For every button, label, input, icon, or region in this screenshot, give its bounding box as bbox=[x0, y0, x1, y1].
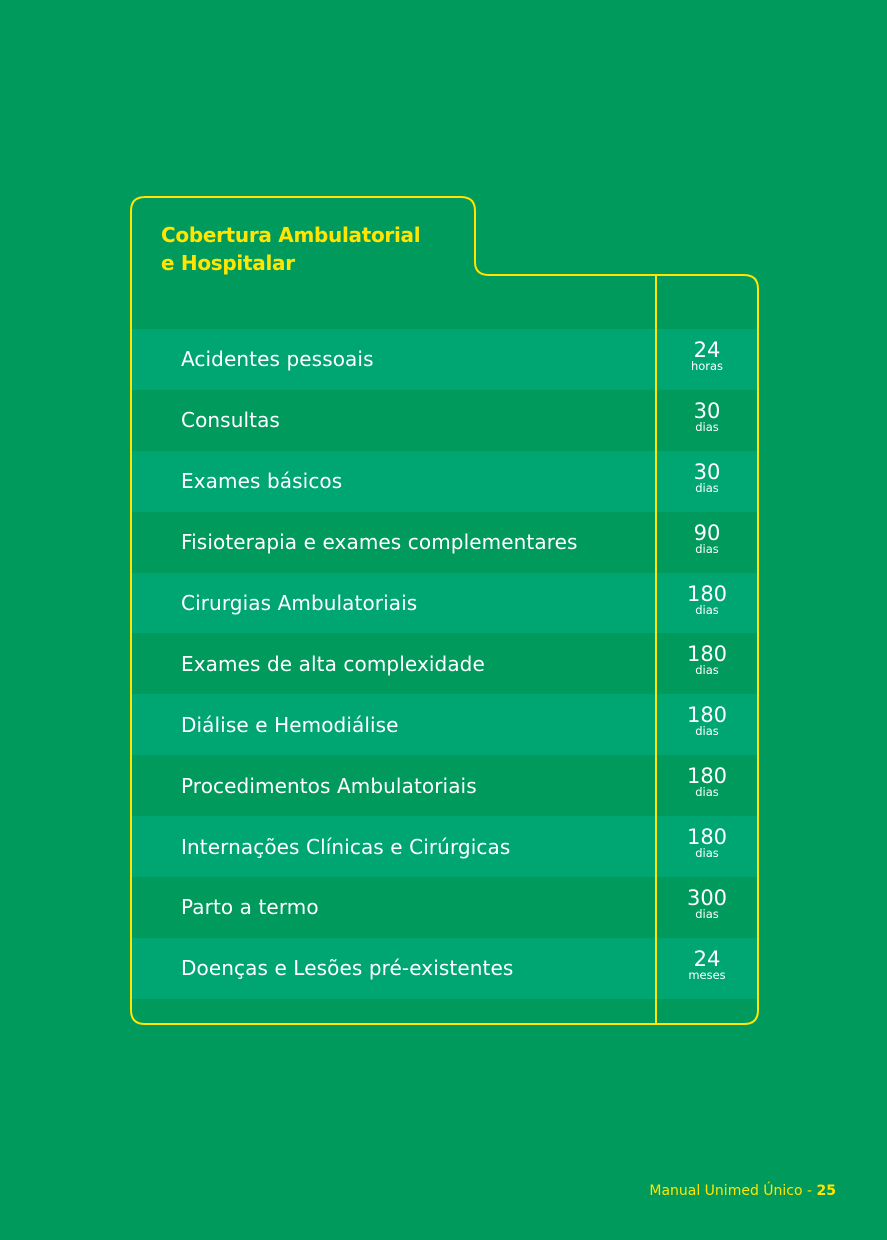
waiting-period-unit: dias bbox=[695, 907, 719, 922]
waiting-period-value: 300 bbox=[686, 886, 728, 911]
coverage-item-label: Cirurgias Ambulatoriais bbox=[181, 591, 418, 615]
coverage-item-label: Procedimentos Ambulatoriais bbox=[181, 773, 477, 798]
waiting-period-value: 180 bbox=[686, 764, 728, 789]
waiting-period-value: 30 bbox=[693, 459, 721, 484]
section-title-line1: Cobertura Ambulatorial bbox=[161, 223, 421, 247]
coverage-item-label: Acidentes pessoais bbox=[181, 347, 374, 372]
waiting-period-unit: dias bbox=[695, 724, 719, 739]
waiting-period-value: 180 bbox=[686, 581, 728, 606]
coverage-item-label: Internações Clínicas e Cirúrgicas bbox=[181, 834, 511, 859]
waiting-period-value: 30 bbox=[693, 398, 721, 423]
coverage-item-label: Consultas bbox=[181, 408, 280, 433]
section-title-line2: e Hospitalar bbox=[161, 251, 295, 275]
page-number: 25 bbox=[816, 1183, 836, 1199]
coverage-item-label: Diálise e Hemodiálise bbox=[181, 712, 399, 737]
waiting-period-value: 90 bbox=[693, 520, 721, 545]
waiting-period-unit: horas bbox=[690, 359, 724, 373]
coverage-item-label: Fisioterapia e exames complementares bbox=[181, 530, 578, 555]
waiting-period-value: 180 bbox=[686, 825, 728, 850]
waiting-period-unit: dias bbox=[695, 785, 719, 800]
waiting-period-unit: dias bbox=[695, 480, 719, 495]
coverage-item-label: Doenças e Lesões pré-existentes bbox=[181, 956, 514, 981]
waiting-period-value: 24 bbox=[693, 946, 721, 971]
waiting-period-unit: meses bbox=[688, 967, 726, 982]
waiting-period-unit: dias bbox=[695, 419, 719, 434]
coverage-item-label: Parto a termo bbox=[181, 895, 319, 920]
waiting-period-value: 180 bbox=[686, 703, 728, 728]
waiting-period-unit: dias bbox=[695, 846, 719, 861]
waiting-period-unit: dias bbox=[695, 663, 719, 678]
coverage-item-label: Exames básicos bbox=[181, 469, 343, 494]
waiting-period-unit: dias bbox=[695, 602, 719, 617]
coverage-item-label: Exames de alta complexidade bbox=[181, 651, 485, 676]
waiting-period-unit: dias bbox=[695, 541, 719, 556]
page-footer bbox=[649, 1181, 836, 1201]
waiting-period-value: 180 bbox=[686, 642, 728, 667]
footer-text: Manual Unimed Único - bbox=[649, 1183, 817, 1199]
waiting-period-value: 24 bbox=[693, 338, 721, 362]
